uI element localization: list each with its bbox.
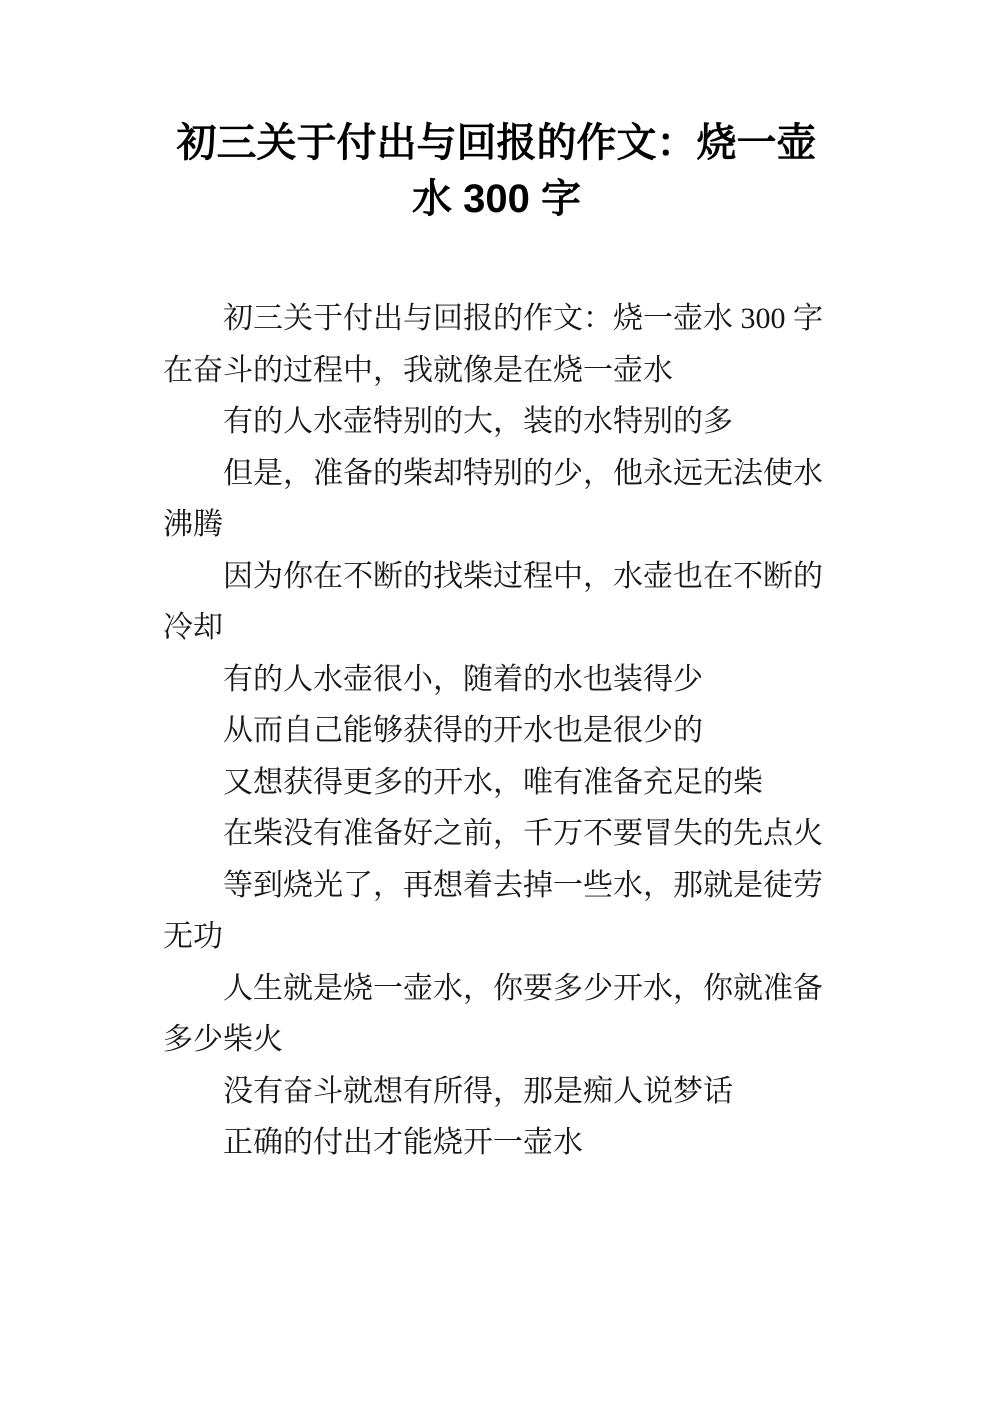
body-text-line: 但是，准备的柴却特别的少，他永远无法使水 (223, 456, 823, 490)
title-line-2: 水 300 字 (412, 177, 581, 221)
body-text-line: 因为你在不断的找柴过程中，水壶也在不断的 (223, 559, 823, 593)
body-text-line: 在奋斗的过程中，我就像是在烧一壶水 (163, 353, 673, 387)
body-text-line: 从而自己能够获得的开水也是很少的 (223, 714, 703, 747)
body-text-line: 在柴没有准备好之前，千万不要冒失的先点火 (223, 817, 823, 850)
body-text-line: 人生就是烧一壶水，你要多少开水，你就准备 (223, 971, 823, 1005)
body-text-line: 多少柴火 (163, 1023, 283, 1056)
body-text-line: 又想获得更多的开水，唯有准备充足的柴 (223, 765, 763, 799)
body-text-line: 等到烧光了，再想着去掉一些水，那就是徒劳 (223, 868, 823, 902)
body-text-line: 沸腾 (163, 508, 223, 541)
title-line-1: 初三关于付出与回报的作文：烧一壶 (176, 121, 817, 165)
body-text-line: 无功 (163, 920, 223, 953)
document-body (163, 293, 863, 1169)
body-text-line: 正确的付出才能烧开一壶水 (223, 1126, 583, 1159)
body-text-line: 初三关于付出与回报的作文：烧一壶水 300 字 (223, 302, 823, 335)
body-text-line: 没有奋斗就想有所得，那是痴人说梦话 (223, 1074, 733, 1108)
body-text-line: 有的人水壶很小，随着的水也装得少 (223, 662, 703, 696)
document-title (80, 115, 913, 227)
body-text-line: 有的人水壶特别的大，装的水特别的多 (223, 405, 733, 438)
body-text-line: 冷却 (163, 611, 223, 644)
